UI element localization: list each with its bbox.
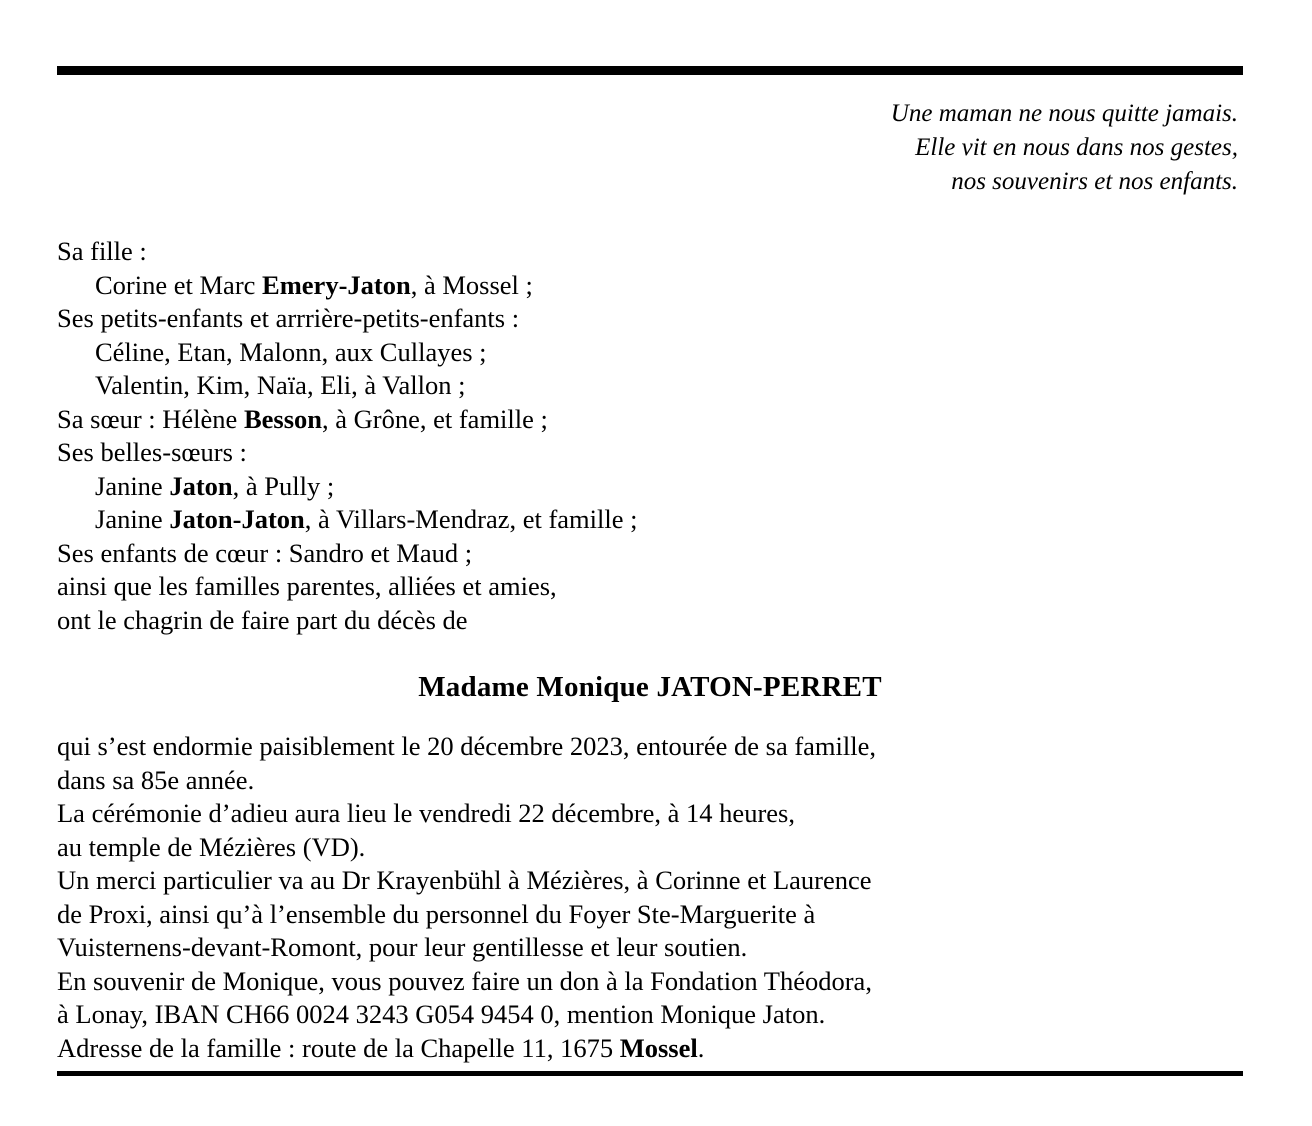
text-segment: de Proxi, ainsi qu’à l’ensemble du personnel du Foyer Ste-Marguerite à [57,898,816,929]
emphasis-name: Besson [243,403,322,434]
epigraph [57,97,1243,199]
notice-line [57,998,1243,1032]
notice-line [57,403,1243,437]
notice-line [57,336,1243,370]
text-segment: dans sa 85e année. [57,764,255,795]
notice-line [57,537,1243,571]
text-segment: à Lonay, IBAN CH66 0024 3243 G054 9454 0, mention Monique Jaton. [57,999,826,1029]
emphasis-name: Jaton-Jaton [169,504,305,534]
notice-line [57,570,1243,604]
notice-line [57,302,1243,336]
text-segment: Un merci particulier va au Dr Krayenbühl à Mézières, à Corinne et Laurence [57,865,872,895]
death-notice [57,66,1243,1076]
notice-line [57,269,1243,303]
text-segment: Janine [95,504,170,534]
notice-line [57,503,1243,537]
notice-line [57,864,1243,898]
notice-line [57,470,1243,504]
text-segment: , à Villars-Mendraz, et famille ; [304,504,638,534]
text-segment: Ses enfants de cœur : Sandro et Maud ; [57,537,473,568]
emphasis-name: Mossel [619,1032,698,1063]
text-segment: Sa sœur : Hélène [57,403,244,434]
text-segment: La cérémonie d’adieu aura lieu le vendredi 22 décembre, à 14 heures, [57,798,795,828]
notice-line [57,369,1243,403]
epigraph-line: Une maman ne nous quitte jamais. [890,100,1238,127]
text-segment: qui s’est endormie paisiblement le 20 décembre 2023, entourée de sa famille, [57,731,877,761]
text-segment: Vuisternens-devant-Romont, pour leur gentillesse et leur soutien. [57,932,748,962]
notice-line [57,931,1243,965]
notice-line [57,797,1243,831]
epigraph-line: Elle vit en nous dans nos gestes, [915,134,1238,161]
text-segment: En souvenir de Monique, vous pouvez faire un don à la Fondation Théodora, [57,965,872,996]
text-segment: Ses petits-enfants et arrrière-petits-enfants : [57,303,520,333]
deceased-name: Madame Monique JATON-PERRET [418,671,882,703]
text-segment: Sa fille : [57,236,147,266]
notice-line [57,436,1243,470]
family-list [57,235,1243,637]
notice-line [57,235,1243,269]
text-segment: ont le chagrin de faire part du décès de [57,604,468,635]
notice-line [57,604,1243,638]
bottom-rule [57,1071,1243,1076]
text-segment: Janine [95,470,170,501]
text-segment: Corine et Marc [95,269,263,300]
text-segment: , à Pully ; [232,470,335,501]
text-segment: . [697,1032,705,1063]
text-segment: Ses belles-sœurs : [57,437,247,467]
emphasis-name: Jaton [169,470,233,501]
text-segment: au temple de Mézières (VD). [57,831,366,862]
epigraph-line: nos souvenirs et nos enfants. [951,168,1238,195]
text-segment: Céline, Etan, Malonn, aux Cullayes ; [95,336,487,367]
notice-line [57,730,1243,764]
emphasis-name: Emery-Jaton [262,269,411,300]
notice-line [57,831,1243,865]
text-segment: Valentin, Kim, Naïa, Eli, à Vallon ; [95,370,466,400]
notice-line [57,764,1243,798]
text-segment: , à Mossel ; [410,269,533,300]
text-segment: Adresse de la famille : route de la Chapelle 11, 1675 [57,1032,620,1063]
text-segment: , à Grône, et famille ; [322,403,548,434]
notice-body [57,730,1243,1065]
top-rule [57,66,1243,75]
notice-line [57,1032,1243,1066]
notice-line [57,898,1243,932]
text-segment: ainsi que les familles parentes, alliées et amies, [57,571,557,601]
notice-line [57,965,1243,999]
